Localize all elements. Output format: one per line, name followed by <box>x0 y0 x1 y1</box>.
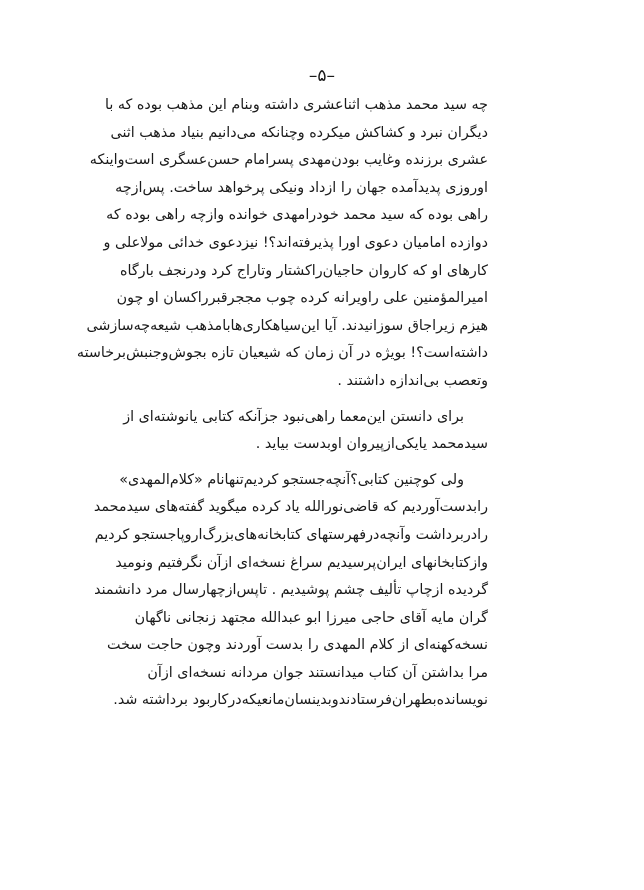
text-line: امیرالمؤمنین علی راویرانه کرده چوب مججرقبرراکسان او چون <box>116 290 488 307</box>
text-line: دیگران نبرد و کشاکش میکرده وچنانکه می‌دانیم بنیاد مذهب اثنی <box>110 124 488 141</box>
text-line: داشته‌است؟! بویژه در آن زمان که شیعیان تازه بجوش‌وجنبش‌برخاسته <box>76 345 488 362</box>
paragraph-gap <box>152 459 488 467</box>
text-line: گردیده ازچاپ تألیف چشم پوشیدیم . تاپس‌ازچهارسال مرد دانشمند <box>94 582 488 599</box>
text-line: کارهای او که کاروان حاجیان‌راکشتار وتاراج کرد ودرنجف بارگاه <box>120 262 488 279</box>
text-line: رابدست‌آوردیم که قاضی‌نورالله یاد کرده میگوید گفته‌های سیدمحمد <box>93 499 488 516</box>
text-line: گران مایه آقای حاجی میرزا ابو عبدالله مجتهد زنجانی ناگهان <box>134 609 488 626</box>
paragraph-2 <box>123 404 488 459</box>
text-line: هیزم زیراجاق سوزانیدند. آیا این‌سیاهکاری‌هابامذهب شیعه‌چه‌سازشی <box>86 317 488 334</box>
paragraph-gap <box>152 396 488 404</box>
text-line: راهی بوده که سید محمد خودرامهدی خوانده وازچه راهی بوده که <box>106 207 488 224</box>
text-line: نسخه‌کهنه‌ای از کلام المهدی را بدست آوردند وچون حاجت سخت <box>107 637 488 654</box>
text-line: سیدمحمد یایکی‌ازپیروان اوبدست بیاید . <box>255 436 488 453</box>
text-line: چه سید محمد مذهب اثناعشری داشته وبنام این مذهب بوده که با <box>105 97 488 113</box>
paragraph-3 <box>93 467 488 715</box>
body-text <box>76 92 488 715</box>
text-line: اوروزی پدیدآمده جهان را ازداد ونیکی پرخواهد ساخت. پس‌ازچه <box>115 179 488 196</box>
text-line: رادربرداشت وآنچه‌درفهرستهای کتابخانه‌های‌بزرگ‌اروپاجستجو کردیم <box>94 526 488 543</box>
text-line: دوازده امامیان دعوی اورا پذیرفته‌اند؟! نیزدعوی خدائی مولاعلی و <box>103 234 488 251</box>
paragraph-1 <box>76 92 488 396</box>
text-line: وتعصب بی‌اندازه داشتند . <box>337 372 488 389</box>
text-line: نویسانده‌بطهران‌فرستادندوبدینسان‌مانعیکه‌درکاربود برداشته شد. <box>113 692 488 709</box>
text-line: برای دانستن این‌معما راهی‌نبود جزآنکه کتابی یانوشته‌ای از <box>123 408 464 425</box>
text-line: عشری برزنده وغایب بودن‌مهدی پسرامام حسن‌عسگری است‌واینکه <box>89 152 488 169</box>
page-number: –۵– <box>308 66 336 86</box>
text-line: مرا بداشتن آن کتاب میدانستند جوان مردانه نسخه‌ای ازآن <box>147 664 488 681</box>
text-line: وازکتابخانهای ایران‌پرسیدیم سراغ نسخه‌ای ازآن نگرفتیم ونومید <box>115 554 488 571</box>
text-line: ولی کوچنین کتابی؟آنچه‌جستجو کردیم‌تنهانام «کلام‌المهدی» <box>119 471 464 488</box>
